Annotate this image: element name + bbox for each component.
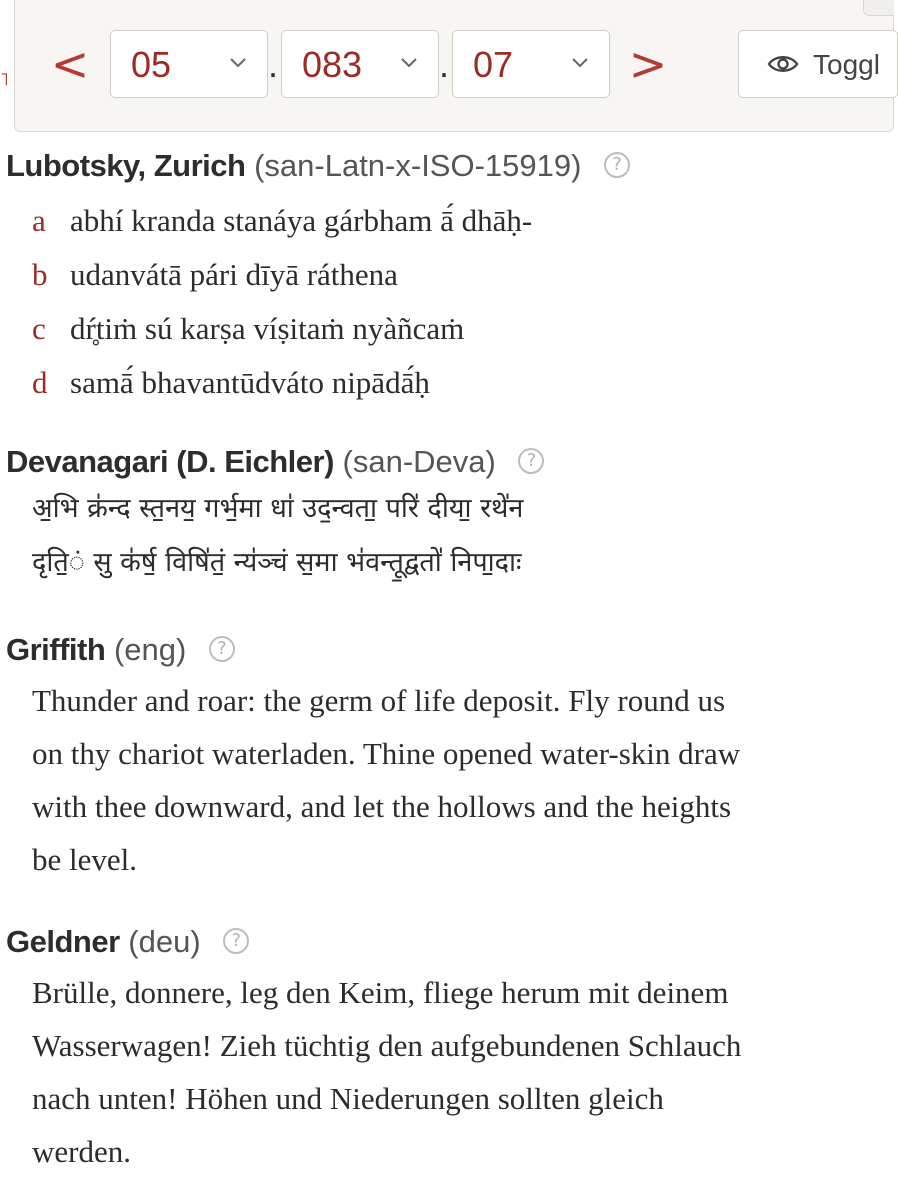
pada-letter: d (32, 365, 48, 400)
top-corner-tab (863, 0, 894, 16)
toggle-button[interactable] (738, 30, 898, 98)
section-griffith (6, 630, 872, 886)
hymn-select-value: 083 (302, 44, 363, 85)
source-name: Griffith (6, 632, 106, 667)
pada-line (6, 248, 872, 302)
left-edge-mark: ˥ (0, 69, 9, 90)
book-select-value: 05 (131, 44, 172, 85)
source-name: Devanagari (D. Eichler) (6, 444, 334, 479)
pada-line (6, 194, 872, 248)
translation-line: nach unten! Höhen und Niederungen sollten gleich (32, 1081, 664, 1116)
pada-line (6, 302, 872, 356)
section-devanagari (6, 442, 872, 590)
translation-line: Wasserwagen! Zieh tüchtig den aufgebundenen Schlauch (32, 1028, 742, 1063)
help-icon[interactable]: ? (518, 448, 544, 474)
section-geldner (6, 922, 872, 1178)
pada-letter: c (32, 311, 46, 346)
section-heading (6, 146, 872, 186)
pada-line (6, 356, 872, 410)
pada-letter: a (32, 203, 46, 238)
chevron-down-icon (400, 53, 418, 71)
eye-icon (767, 53, 799, 75)
language-code: (eng) (113, 632, 187, 667)
translation-line: be level. (32, 842, 138, 877)
pada-text: dŕ̥tiṁ sú karṣa víṣitaṁ nyàñcaṁ (70, 311, 465, 346)
pada-letter: b (32, 257, 48, 292)
stanza-select[interactable] (452, 30, 610, 98)
devanagari-line: दृति॒ं सु क॑र्ष॒ विषि॑तं॒ न्य॑ञ्चं स॒मा भ॑वन्तू॒द्वतो॑ निपा॒दाः (32, 547, 522, 578)
pada-text: udanvátā pári dīyā ráthena (70, 257, 398, 292)
help-icon[interactable]: ? (223, 928, 249, 954)
toggle-label: Toggl (813, 49, 880, 80)
next-stanza-button[interactable]: > (628, 37, 668, 91)
previous-stanza-button[interactable]: < (50, 37, 90, 91)
section-heading (6, 922, 872, 962)
book-select[interactable] (110, 30, 268, 98)
translation-text (6, 674, 872, 886)
pada-text: samā́ bhavantūdváto nipādā́ḥ (70, 365, 430, 400)
section-heading (6, 630, 872, 670)
separator-dot: . (439, 44, 450, 85)
chevron-down-icon (571, 53, 589, 71)
chevron-down-icon (229, 53, 247, 71)
separator-dot: . (268, 44, 279, 85)
stanza-select-value: 07 (473, 44, 514, 85)
source-name: Geldner (6, 924, 120, 959)
devanagari-line: अ॒भि क्र॑न्द स्त॒नय॒ गर्भ॒मा धा॑ उद॒न्वता॒ परि॑ दीया॒ रथे॑न (32, 493, 524, 524)
language-code: (deu) (128, 924, 201, 959)
translation-line: with thee downward, and let the hollows and the heights (32, 789, 732, 824)
section-heading (6, 442, 872, 482)
help-icon[interactable]: ? (604, 152, 630, 178)
language-code: (san-Deva) (342, 444, 496, 479)
translation-line: werden. (32, 1134, 131, 1169)
hymn-select[interactable] (281, 30, 439, 98)
source-name: Lubotsky, Zurich (6, 148, 246, 183)
section-lubotsky (6, 146, 872, 410)
translation-line: on thy chariot waterladen. Thine opened water-skin draw (32, 736, 741, 771)
help-icon[interactable]: ? (209, 636, 235, 662)
translation-line: Thunder and roar: the germ of life deposit. Fly round us (32, 683, 726, 718)
translation-text (6, 966, 872, 1178)
pada-text: abhí kranda stanáya gárbham ā́ dhāḥ- (70, 203, 533, 238)
translation-line: Brülle, donnere, leg den Keim, fliege herum mit deinem (32, 975, 729, 1010)
language-code: (san-Latn-x-ISO-15919) (254, 148, 582, 183)
